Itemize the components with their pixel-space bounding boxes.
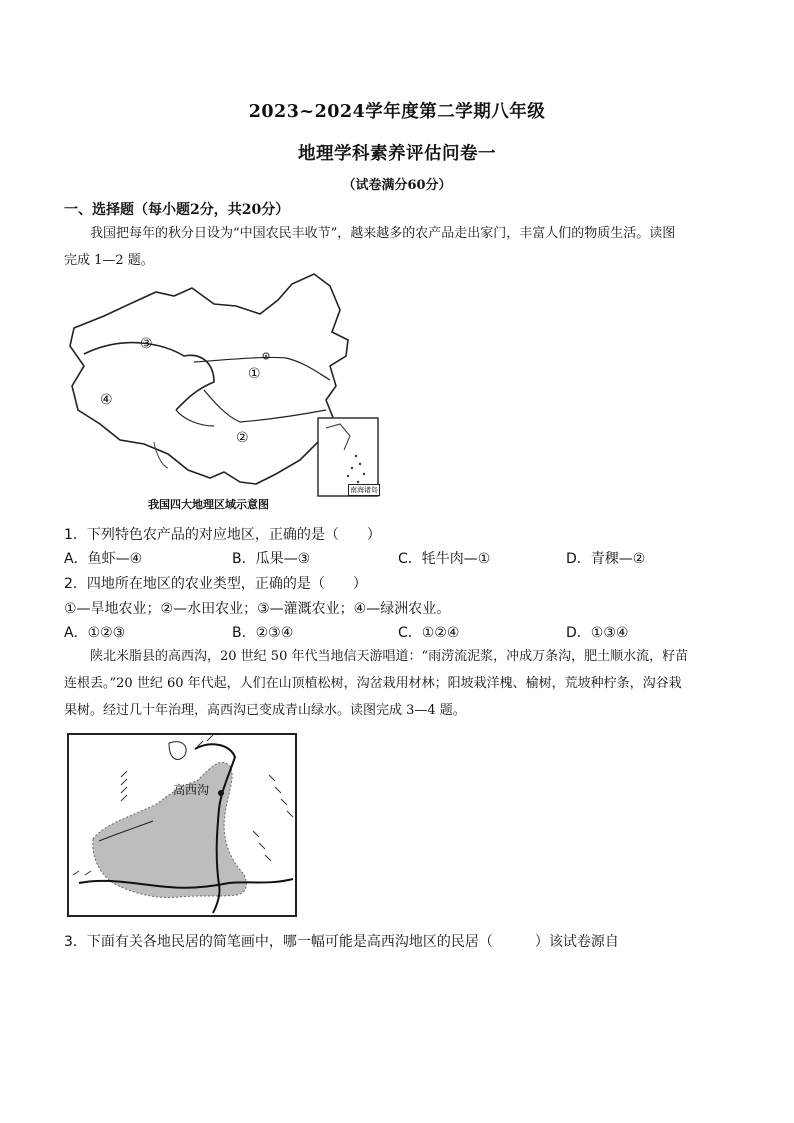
intro1-line2: 完成 1—2 题。	[64, 253, 154, 268]
intro1-line1: 我国把每年的秋分日设为“中国农民丰收节”，越来越多的农产品走出家门，丰富人们的物质生活。读图	[90, 226, 676, 241]
intro-paragraph-1	[64, 220, 734, 274]
question-1-stem: 1．下列特色农产品的对应地区，正确的是（ ）	[64, 527, 381, 543]
q2-option-d: D．①③④	[566, 625, 629, 641]
question-2-desc: ①—旱地农业；②—水田农业；③—灌溉农业；④—绿洲农业。	[64, 601, 451, 617]
intro2-line3: 果树。经过几十年治理，高西沟已变成青山绿水。读图完成 3—4 题。	[64, 703, 466, 718]
intro-paragraph-2	[64, 643, 734, 724]
q1-option-a: A．鱼虾—④	[64, 551, 143, 567]
region-label-4: ④	[100, 392, 113, 408]
gaoxigou-label: 高西沟	[173, 783, 210, 797]
q1-option-c: C．牦牛肉—①	[398, 551, 491, 567]
gaoxigou-map-drawing	[69, 735, 295, 915]
title-line-3: （试卷满分60分）	[342, 178, 452, 193]
region-label-1: ①	[248, 366, 261, 382]
china-regions-map	[64, 270, 382, 516]
intro2-line1: 陕北米脂县的高西沟，20 世纪 50 年代当地信天游唱道：“雨涝流泥浆，冲成万条沟，肥土顺水流，籽苗	[90, 649, 689, 664]
q2-option-b: B．②③④	[232, 625, 294, 641]
title-line-1: 2023~2024学年度第二学期八年级	[248, 102, 546, 122]
gaoxigou-map	[67, 733, 297, 917]
region-label-3: ③	[140, 336, 153, 352]
q2-option-c: C．①②④	[398, 625, 460, 641]
question-2-stem: 2．四地所在地区的农业类型，正确的是（ ）	[64, 576, 367, 592]
q1-option-d: D．青稞—②	[566, 551, 646, 567]
q2-option-a: A．①②③	[64, 625, 126, 641]
title-line-2: 地理学科素养评估问卷一	[298, 144, 496, 164]
region-label-2: ②	[236, 430, 249, 446]
intro2-line2: 连根丢。”20 世纪 60 年代起，人们在山顶植松树，沟岔栽用材林；阳坡栽洋槐、榆树，荒坡种柠条，沟谷栽	[64, 676, 682, 691]
question-3-stem: 3．下面有关各地民居的简笔画中，哪一幅可能是高西沟地区的民居（ ）该试卷源自	[64, 934, 619, 950]
section-heading: 一、选择题（每小题2分，共20分）	[64, 202, 290, 218]
q1-option-b: B．瓜果—③	[232, 551, 311, 567]
map1-caption: 我国四大地理区域示意图	[148, 498, 269, 511]
inset-label: 南海诸岛	[350, 486, 378, 494]
